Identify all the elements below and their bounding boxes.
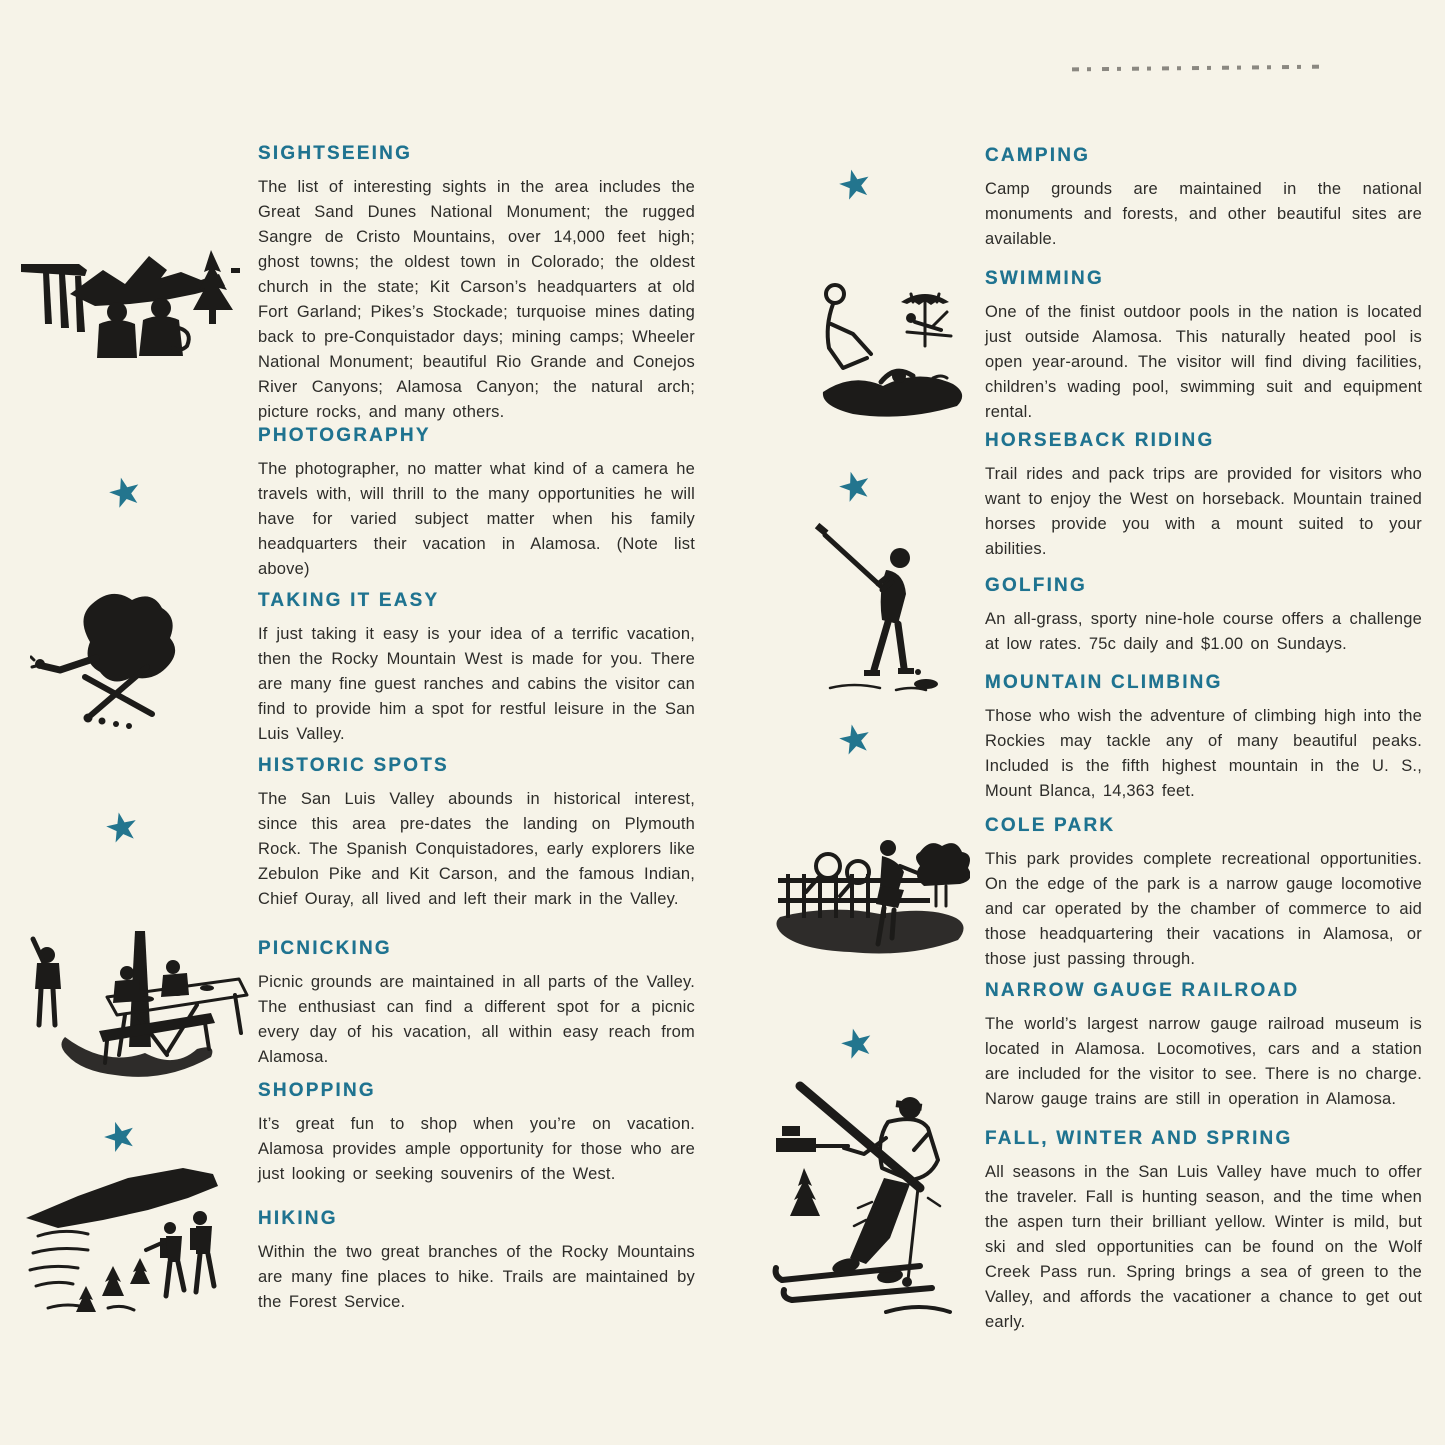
section-camping [985, 145, 1422, 252]
swimming-pool-illustration [783, 272, 983, 432]
section-golfing [985, 575, 1422, 657]
body-historic-spots: The San Luis Valley abounds in historical interest, since this area pre-dates the landing on Plymouth Rock. The Spanish Conquistadores, early explorers like Zebulon Pike and Kit Carson, and the famous Indian, Chief Ouray, all lived and left their mark in the Valley. [258, 789, 695, 908]
section-mountain-climbing [985, 672, 1422, 804]
section-hiking [258, 1208, 695, 1315]
body-fall-winter-spring: All seasons in the San Luis Valley have much to offer the traveler. Fall is hunting season, and the time when the aspen turn their brilliant yellow. Winter is mild, but ski and sled opportunities can be found on the Wolf Creek Pass run. Spring brings a sea of green to the Valley, and affords the vacationer a chance to get out early. [985, 1162, 1422, 1331]
heading-shopping: SHOPPING [258, 1080, 376, 1101]
star-icon [840, 1027, 874, 1061]
section-horseback-riding [985, 430, 1422, 562]
section-shopping [258, 1080, 695, 1187]
star-icon [105, 811, 139, 845]
heading-fall-winter-spring: FALL, WINTER AND SPRING [985, 1128, 1293, 1149]
print-artifact [1072, 65, 1324, 72]
heading-horseback-riding: HORSEBACK RIDING [985, 430, 1215, 451]
skier-illustration [768, 1068, 993, 1318]
heading-photography: PHOTOGRAPHY [258, 425, 431, 446]
heading-taking-it-easy: TAKING IT EASY [258, 590, 440, 611]
body-shopping: It’s great fun to shop when you’re on vacation. Alamosa provides ample opportunity for those who are just looking or seeking souvenirs of the West. [258, 1114, 695, 1183]
star-icon [838, 168, 872, 202]
body-camping: Camp grounds are maintained in the national monuments and forests, and other beautiful sites are available. [985, 179, 1422, 248]
body-horseback-riding: Trail rides and pack trips are provided for visitors who want to enjoy the West on horseback. Mountain trained horses provide you with a mount suited to your abilities. [985, 464, 1422, 558]
body-picnicking: Picnic grounds are maintained in all parts of the Valley. The enthusiast can find a different spot for a picnic every day of his vacation, all within easy reach from Alamosa. [258, 972, 695, 1066]
heading-narrow-gauge-railroad: NARROW GAUGE RAILROAD [985, 980, 1300, 1001]
lounging-chair-illustration [30, 582, 210, 737]
body-mountain-climbing: Those who wish the adventure of climbing high into the Rockies may tackle any of many beautiful peaks. Included is the fifth highest mountain in the U. S., Mount Blanca, 14,363 feet. [985, 706, 1422, 800]
heading-picnicking: PICNICKING [258, 938, 392, 959]
body-sightseeing: The list of interesting sights in the area includes the Great Sand Dunes National Monument; the rugged Sangre de Cristo Mountains, over 14,000 feet high; ghost towns; the oldest town in Colorado; the oldest church in the state; Kit Carson’s headquarters at old Fort Garland; Pikes’s Stockade; turquoise mines dating back to pre-Conquistador days; mining camps; Wheeler National Monument; beautiful Rio Grande and Conejos River Canyons; Alamosa Canyon; the natural arch; picture rocks, and many others. [258, 177, 695, 421]
star-icon [838, 470, 872, 504]
hiking-illustration [18, 1158, 243, 1348]
heading-cole-park: COLE PARK [985, 815, 1116, 836]
star-icon [838, 723, 872, 757]
star-icon [103, 1120, 137, 1154]
heading-historic-spots: HISTORIC SPOTS [258, 755, 449, 776]
heading-swimming: SWIMMING [985, 268, 1104, 289]
sightseeing-illustration [15, 228, 240, 388]
heading-hiking: HIKING [258, 1208, 338, 1229]
section-cole-park [985, 815, 1422, 972]
body-narrow-gauge-railroad: The world’s largest narrow gauge railroad museum is located in Alamosa. Locomotives, cars and a station are included for the visitor to see. There is no charge. Narow gauge trains are still in operation in Alamosa. [985, 1014, 1422, 1108]
cole-park-illustration [770, 822, 970, 972]
section-sightseeing [258, 143, 695, 425]
body-hiking: Within the two great branches of the Rocky Mountains are many fine places to hike. Trails are maintained by the Forest Service. [258, 1242, 695, 1311]
body-taking-it-easy: If just taking it easy is your idea of a terrific vacation, then the Rocky Mountain West is made for you. There are many fine guest ranches and cabins the visitor can find to provide him a spot for restful leisure in the San Luis Valley. [258, 624, 695, 743]
picnic-illustration [15, 925, 255, 1090]
body-photography: The photographer, no matter what kind of a camera he travels with, will thrill to the many opportunities he will have for varied subject matter when his family headquarters their vacation in Alamosa. (Note list above) [258, 459, 695, 578]
section-picnicking [258, 938, 695, 1070]
section-historic-spots [258, 755, 695, 912]
heading-golfing: GOLFING [985, 575, 1087, 596]
body-cole-park: This park provides complete recreational opportunities. On the edge of the park is a narrow gauge locomotive and car operated by the chamber of commerce to aid those headquartering their vacations in Alamosa, or those just passing through. [985, 849, 1422, 968]
body-swimming: One of the finist outdoor pools in the nation is located just outside Alamosa. This naturally heated pool is open year-around. The visitor will find diving facilities, children’s wading pool, swimming suit and equipment rental. [985, 302, 1422, 421]
section-narrow-gauge-railroad [985, 980, 1422, 1112]
heading-mountain-climbing: MOUNTAIN CLIMBING [985, 672, 1223, 693]
heading-sightseeing: SIGHTSEEING [258, 143, 413, 164]
star-icon [108, 476, 142, 510]
golfer-illustration [800, 520, 950, 700]
section-swimming [985, 268, 1422, 425]
section-taking-it-easy [258, 590, 695, 747]
body-golfing: An all-grass, sporty nine-hole course offers a challenge at low rates. 75c daily and $1.00 on Sundays. [985, 609, 1422, 653]
section-photography [258, 425, 695, 582]
section-fall-winter-spring [985, 1128, 1422, 1335]
heading-camping: CAMPING [985, 145, 1091, 166]
